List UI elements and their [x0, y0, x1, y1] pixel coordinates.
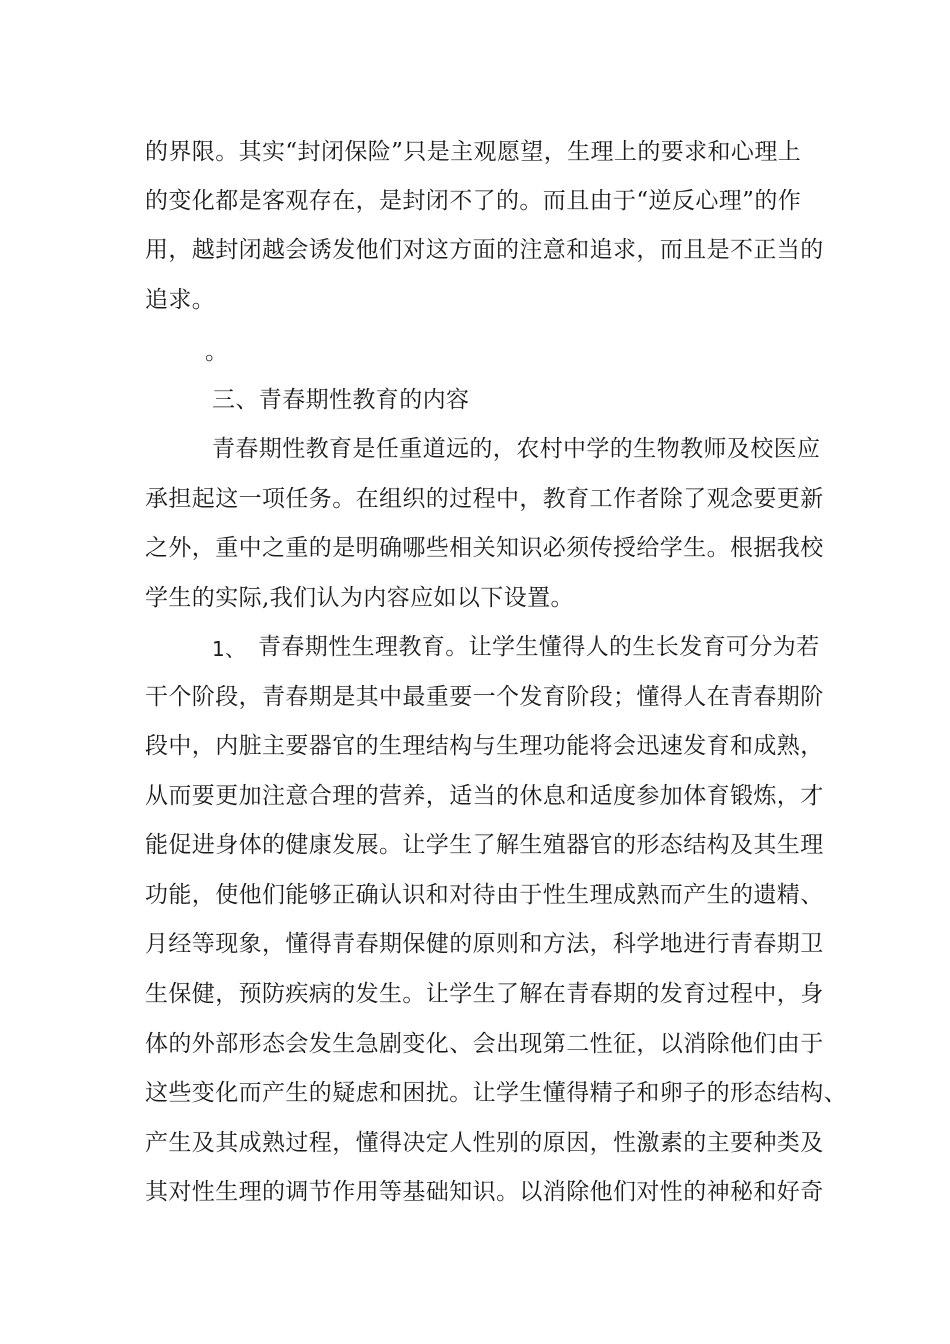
text-line: 的变化都是客观存在，是封闭不了的。而且由于“逆反心理”的作: [145, 188, 802, 214]
text-line: 干个阶段，青春期是其中最重要一个发育阶段；懂得人在青春期阶: [145, 684, 824, 710]
text-line: 用，越封闭越会诱发他们对这方面的注意和追求，而且是不正当的: [145, 237, 824, 263]
text-line: 产生及其成熟过程，懂得决定人性别的原因，性激素的主要种类及: [145, 1130, 824, 1156]
stray-punctuation: 。: [205, 339, 229, 365]
text-line: 承担起这一项任务。在组织的过程中，教育工作者除了观念要更新: [145, 486, 824, 512]
text-line: 青春期性生理教育。让学生懂得人的生长发育可分为若: [258, 634, 820, 660]
text-line: 其对性生理的调节作用等基础知识。以消除他们对性的神秘和好奇: [145, 1179, 824, 1205]
section-heading: 三、青春期性教育的内容: [212, 387, 470, 413]
text-line: 体的外部形态会发生急剧变化、会出现第二性征，以消除他们由于: [145, 1031, 824, 1057]
text-line: 追求。: [145, 287, 216, 313]
text-line: 月经等现象，懂得青春期保健的原则和方法，科学地进行青春期卫: [145, 931, 824, 957]
text-line: 生保健，预防疾病的发生。让学生了解在青春期的发育过程中，身: [145, 981, 824, 1007]
text-line: 能促进身体的健康发展。让学生了解生殖器官的形态结构及其生理: [145, 832, 824, 858]
list-item-number: 1、: [212, 637, 246, 661]
text-line: 学生的实际,我们认为内容应如以下设置。: [145, 585, 574, 611]
text-line: 从而要更加注意合理的营养，适当的休息和适度参加体育锻炼，才: [145, 783, 824, 809]
text-line: 青春期性教育是任重道远的，农村中学的生物教师及校医应: [212, 436, 821, 462]
text-line: 这些变化而产生的疑虑和困扰。让学生懂得精子和卵子的形态结构、: [145, 1080, 847, 1106]
text-line: 的界限。其实“封闭保险”只是主观愿望，生理上的要求和心理上: [145, 139, 802, 165]
text-line: 功能，使他们能够正确认识和对待由于性生理成熟而产生的遗精、: [145, 882, 824, 908]
text-line: 之外，重中之重的是明确哪些相关知识必须传授给学生。根据我校: [145, 535, 824, 561]
text-line: 段中，内脏主要器官的生理结构与生理功能将会迅速发育和成熟，: [145, 733, 824, 759]
